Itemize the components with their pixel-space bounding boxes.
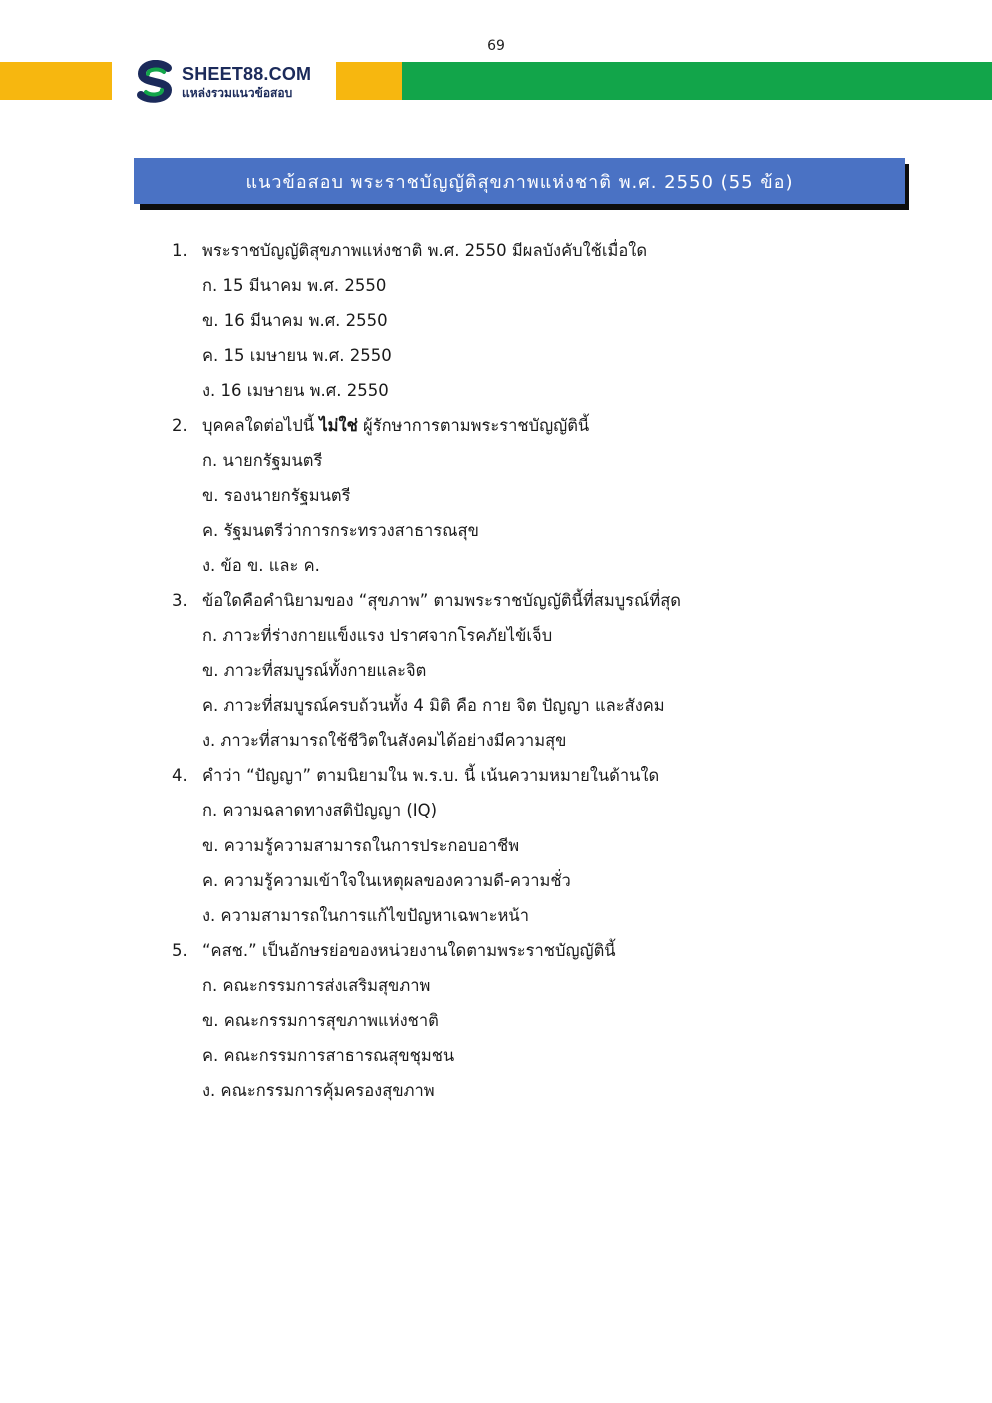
- option-item: ก. ความฉลาดทางสติปัญญา (IQ): [202, 800, 438, 820]
- option-item: ค. 15 เมษายน พ.ศ. 2550: [202, 345, 392, 365]
- option-item: ง. ภาวะที่สามารถใช้ชีวิตในสังคมได้อย่างมีความสุข: [202, 730, 567, 750]
- option-item: ข. ความรู้ความสามารถในการประกอบอาชีพ: [202, 835, 520, 855]
- banner-title: แนวข้อสอบ พระราชบัญญัติสุขภาพแห่งชาติ พ.ศ. 2550 (55 ข้อ): [245, 171, 794, 193]
- question-number: 5.: [172, 941, 188, 960]
- option-item: ง. 16 เมษายน พ.ศ. 2550: [202, 380, 389, 400]
- question-number: 4.: [172, 766, 188, 785]
- page-number: 69: [487, 38, 505, 54]
- question-text-emphasis: ไม่ใช่: [319, 415, 358, 435]
- option-item: ข. คณะกรรมการสุขภาพแห่งชาติ: [202, 1010, 439, 1030]
- option-item: ง. ความสามารถในการแก้ไขปัญหาเฉพาะหน้า: [202, 905, 529, 925]
- option-item: ก. ภาวะที่ร่างกายแข็งแรง ปราศจากโรคภัยไข้เจ็บ: [202, 625, 553, 645]
- option-item: ค. ความรู้ความเข้าใจในเหตุผลของความดี-ความชั่ว: [202, 870, 571, 890]
- option-item: ข. ภาวะที่สมบูรณ์ทั้งกายและจิต: [202, 660, 427, 680]
- header-band-yellow-left: [0, 62, 112, 100]
- question-5: [172, 933, 932, 1108]
- option-item: ง. คณะกรรมการคุ้มครองสุขภาพ: [202, 1080, 435, 1100]
- header-band-yellow-mid: [336, 62, 402, 100]
- question-text: คำว่า “ปัญญา” ตามนิยามใน พ.ร.บ. นี้ เน้นความหมายในด้านใด: [202, 765, 660, 785]
- question-number: 3.: [172, 591, 188, 610]
- option-item: ค. ภาวะที่สมบูรณ์ครบถ้วนทั้ง 4 มิติ คือ กาย จิต ปัญญา และสังคม: [202, 695, 665, 715]
- question-text: [202, 413, 589, 439]
- question-text: “คสช.” เป็นอักษรย่อของหน่วยงานใดตามพระราชบัญญัตินี้: [202, 940, 616, 960]
- header-band-green: [402, 62, 992, 100]
- question-2: [172, 408, 932, 583]
- question-text: พระราชบัญญัติสุขภาพแห่งชาติ พ.ศ. 2550 มีผลบังคับใช้เมื่อใด: [202, 240, 648, 260]
- option-item: ข. 16 มีนาคม พ.ศ. 2550: [202, 310, 388, 330]
- question-text-before: บุคคลใดต่อไปนี้: [202, 415, 320, 435]
- section-banner: [134, 158, 905, 204]
- option-item: ง. ข้อ ข. และ ค.: [202, 555, 320, 575]
- question-text: ข้อใดคือคำนิยามของ “สุขภาพ” ตามพระราชบัญญัตินี้ที่สมบูรณ์ที่สุด: [202, 590, 681, 610]
- question-number: 1.: [172, 241, 188, 260]
- question-4: [172, 758, 932, 933]
- question-1: [172, 233, 932, 408]
- question-3: [172, 583, 932, 758]
- option-item: ก. คณะกรรมการส่งเสริมสุขภาพ: [202, 975, 431, 995]
- logo-title: SHEET88.COM: [182, 64, 312, 84]
- s-logo-icon: [134, 60, 176, 104]
- option-item: ค. รัฐมนตรีว่าการกระทรวงสาธารณสุข: [202, 520, 479, 540]
- option-item: ก. 15 มีนาคม พ.ศ. 2550: [202, 275, 387, 295]
- option-item: ค. คณะกรรมการสาธารณสุขชุมชน: [202, 1045, 455, 1065]
- logo-subtitle: แหล่งรวมแนวข้อสอบ: [182, 86, 293, 100]
- option-item: ข. รองนายกรัฐมนตรี: [202, 485, 351, 505]
- question-number: 2.: [172, 416, 188, 435]
- question-text-after: ผู้รักษาการตามพระราชบัญญัตินี้: [357, 415, 590, 435]
- site-logo: [134, 60, 324, 104]
- question-list: [172, 233, 932, 1108]
- option-item: ก. นายกรัฐมนตรี: [202, 450, 323, 470]
